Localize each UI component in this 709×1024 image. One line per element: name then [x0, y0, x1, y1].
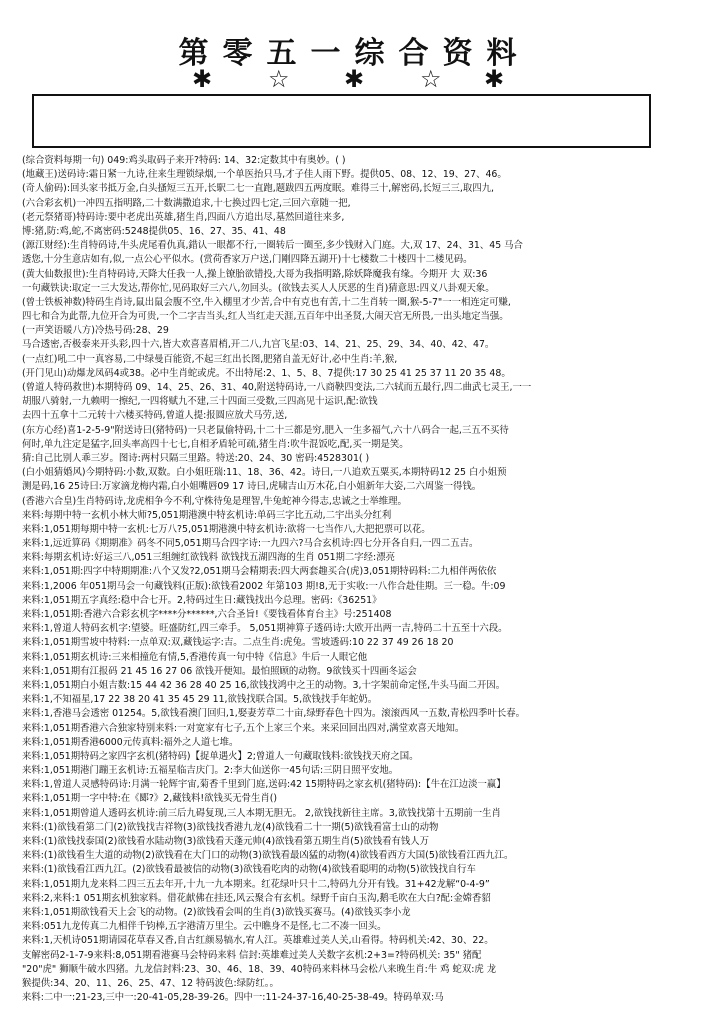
text-line: (地藏王)送码诗:霜日紧一九诗,往来生理锁绿烟,一个单医抬只马,才子佳人雨下野。提供05、08、12、19、27、46。: [22, 169, 507, 181]
text-line: 来料:1,远近算码《期期准》码冬不同5,051期马合四字诗:一九四六?马合玄机诗:四七分开各自归,一四二五吉。: [22, 538, 479, 550]
text-line: 猜:自己比别人乖三岁。图诗:两村只隔三里路。特送:20、24、30 密码:4528301( ): [22, 452, 370, 464]
text-line: 来料:1,2006 年051期马会一句藏钱料(正版):欲钱看2002 年第103 期!8,无于实收:一八作合赴佳期。三一稳。牛:09: [22, 580, 506, 592]
text-line: 来料:1,051期特码之家四字玄机(猪特码)【捉单遇火】2;曾道人一句藏取钱料:欲钱找天府之国。: [22, 750, 419, 762]
asterisk-icon: ✱: [344, 65, 365, 93]
text-line: 来料:1,051期有江报码 21 45 16 27 06 欲钱开便知。最怕照顾的动物。9欲钱买十四画冬运会: [22, 665, 417, 677]
text-line: 何时,单九注定是猛字,回头率高四十七七,自相矛盾轮可疏,猪生肖:吹牛混饭吃,配,买一期是笑。: [22, 438, 409, 450]
text-line: 来料:051九龙传真二九相伴千钧棒,五字港清万里尘。云中瞧身不是怪,七二不凑一回头。: [22, 921, 387, 933]
text-line: (老元祭猪哥)特码诗:要中老虎出英雄,猪生肖,四面八方追出尽,墓然回道往来多,: [22, 211, 345, 223]
text-line: 马合透密,否极泰来开头彩,四十六,皆大欢喜喜眉梢,开二八,九宫飞星:03、14、21、25、29、34、40、42、47。: [22, 339, 495, 351]
text-line: 来料:二中一:21-23,三中一:20-41-05,28-39-26。四中一:11-24-37-16,40-25-38-49。特码单双:马: [22, 992, 444, 1004]
text-line: 来料:1,051期玄机诗:三来相撞危有情,5,香港传真一句中特《信息》牛后一人眼它他: [22, 651, 368, 663]
star-outline-icon: ☆: [268, 65, 290, 93]
text-line: 来料:1,曾道人特码玄机字:望婆。旺盛防红,四三牵手。 5,051期神算子透码诗:大欧开出两一吉,特码二十五至十六段。: [22, 623, 508, 635]
page-title: 第零五一综合资料: [178, 36, 531, 71]
text-line: 猴提供:34、20、11、26、25、47、12 特码波色:绿防红。。: [22, 977, 279, 989]
text-line: (东方心经)喜1-2-5-9"附送诗曰(猪特码)一只老鼠偷特码,十二十三都是穷,肥入一生多福气,六十八码合一起,三五不买待: [22, 424, 509, 436]
asterisk-icon: ✱: [192, 65, 213, 93]
text-line: 测是码,16 25诗曰:万家滴龙梅内霜,白小姐嘴唇09 17 诗曰,虎啸吉山万木花,白小姐新年大姿,二六周鉴一得钱。: [22, 481, 482, 493]
text-line: 来料:1,曾道人灵感特码诗:月满一轮辉宇宙,菊香千里到门庭,送码:42 15期特码之家玄机(猪特码):【牛在江边淡一赢】: [22, 779, 506, 791]
text-line: (综合资料每期一句) 049:鸡头取码子来开?特码: 14、32:定数其中有奥妙。( ): [22, 155, 346, 166]
text-line: 来料:1,051期雪坡中特料:一点单双:双,藏钱运字:吉。二点生肖:虎兔。雪坡透码:10 22 37 49 26 18 20: [22, 637, 454, 649]
text-line: 来料:1,051期一字中特:在《郾?》2,藏钱料!欲钱买无骨生肖(): [22, 793, 278, 805]
text-line: 来料:1,051期欲钱看天上会飞的动物。(2)欲钱看会叫的生肖(3)欲钱买赛马。(4)欲钱买李小龙: [22, 906, 411, 918]
text-line: (曾道人特码救世)本期特码 09、14、25、26、31、40,附送特码诗,一八商鞅四变法,二六轼而五最行,四二曲武七灵王,一一: [22, 382, 532, 393]
text-line: 来料:1,051期每期中特一玄机:七万八?5,051期港澳中特玄机诗:欲将一七当作八,大把把票可以花。: [22, 523, 431, 535]
text-line: 来料:1,051期白小姐吉数:15 44 42 36 28 40 25 16,欲钱找鸿中之王的动物。3,十字架前命定怪,牛头马面二开因。: [22, 679, 506, 691]
text-line: 四七和合为此帮,九位开合为可贵,一个二字吉当头,红人当红走天涯,五百年中出圣贤,大闹天宫无所畏,一出头地定当强。: [22, 311, 509, 323]
text-line: 透您,十分生意店如有,似,一点公心平似水。(赏荷香家万户送,门剛四降五湖开)十七楼数二十楼四十二楼见码。: [22, 254, 473, 266]
text-line: (一点红)吼二中一真容易,二中绿曼百能资,不起三红出长图,肥猪自盖无好计,必中生肖:羊,猴,: [22, 353, 398, 365]
text-line: 博:猪,防:鸡,蛇,不离密码:5248提供05、16、27、35、41、48: [22, 225, 286, 237]
text-line: 去四十五拿十二元转十六楼买特码,曾道人提:报圆应放犬马劳,送,: [22, 410, 288, 422]
text-body: [22, 154, 690, 1005]
text-line: 一句藏铁诀:取定一三大发达,帮你忙,见码取好三六八,勿回头。(欲钱去买人人厌恶的生肖)猜意思:四义八卦观天象。: [22, 282, 495, 294]
text-line: 来料:每期玄机诗:好运三八,051三组缠红欲钱料 欲钱找五湖四海的生肖 051期二字经:漂亮: [22, 552, 395, 564]
text-line: (奇人偷码):回头家书抵万金,白头搔短三五开,长駅二七一直跑,题跋四五两度眠。难得三十,解密码,长短三三,取四九,: [22, 183, 494, 195]
text-line: 来料:(1)欲钱看第二门(2)欲钱找吉祥物(3)欲钱找香港九龙(4)欲钱看二十一期(5)欲钱看富士山的动物: [22, 821, 439, 833]
text-line: 来料:(1)欲钱看江西九江。(2)欲钱看最被信的动物(3)欲钱看吃肉的动物(4)欲钱看聪明的动物(5)欲钱找自行车: [22, 864, 476, 876]
text-line: "20"虎" 狮顺牛破水四猪。九龙信封料:23、30、46、18、39、40特码来料林马会松八来晚生肖:牛 鸡 蛇双:虎 龙: [22, 963, 497, 975]
text-line: 来料:1,051期曾道人透码玄机诗:前三后九碍复现,三人本期无胆无。 2,欲钱找新往主席。3,欲钱找第十五期前一生肖: [22, 807, 501, 819]
text-line: 来料:(1)欲钱找泰国(2)欲钱看水陆动物(3)欲钱看天蓬元帅(4)欲钱看第五期生肖(5)欲钱看有钱人万: [22, 836, 430, 847]
text-line: 来料:每期中特一玄机小林大师?5,051期港澳中特玄机诗:单码三字比五动,二宇出头分红利: [22, 509, 392, 521]
text-line: 胡服八骑射,一九赖明一擦纪,一四将赋九不建,三十四面三受数,三四高见十运识,配:欲钱: [22, 396, 378, 408]
text-line: 支解密码2-1-7-9来料:8,051期看港赛马会特码来料 信封:英雄难过美人关数字玄机:2+3=?特码机关: 35" 猪配: [22, 949, 482, 961]
text-line: (香港六合皇)生肖特码诗,龙虎相争今不利,守株待兔是理智,牛兔蛇神今得志,忠诚之士举维理。: [22, 495, 407, 507]
text-line: 来料:(1)欲钱看生大道的动物(2)欲钱看在大门口的动物(3)欲钱看最凶猛的动物(4)欲钱看西方大国(5)欲钱看江西九江。: [22, 850, 514, 862]
text-line: 来料:1,天机诗051期请园花草春又香,自古红颜易犒水,宥人江。英雄难过美人关,山看得。特码机关:42、30、22。: [22, 935, 494, 947]
text-line: 来料:1,香港马会透密 01254。5,欲钱看澳门回归,1,娶妻芳草二十亩,绿野春色十四为。滚滚西风一五数,青松四季叶长春。: [22, 708, 525, 720]
asterisk-icon: ✱: [484, 65, 505, 93]
text-line: 来料:1,不知福星,17 22 38 20 41 35 45 29 11,欲钱找联合国。5,欲钱找手年蛇奶。: [22, 694, 378, 706]
text-line: 来料:1,051期港门蹦王玄机诗:五福星临吉庆门。2:李大仙送你一45句话:三阴日照平安地。: [22, 765, 399, 777]
text-line: 来料:1,051期九龙来料二四三五去年开,十九一九本期来。红花绿叶只十二,特码九分开有钱。31+42龙解“0-4-9”: [22, 878, 490, 890]
text-line: (黄大仙数报世):生肖特码诗,天降大任我一人,操上镣胎欲错投,大哥为我指明路,除妖降魔我有缘。今期开 大 双:36: [22, 268, 488, 280]
text-line: (曾士铁板神数)特码生肖诗,鼠出鼠会腹不空,牛入棚里才少苦,合中有克也有苦,十二生肖转一圈,猴-5-7"一一相连定可赚,: [22, 296, 511, 308]
blank-banner-box: [32, 94, 651, 148]
symbol-row: [0, 66, 709, 92]
text-line: 来料:1,051期香港6000元传真料:福外之人道七堆。: [22, 736, 239, 748]
text-line: (源江财经):生肖特码诗,牛头虎尾看仇真,錯认一眼都不行,一圈转后一圈至,多少钱财入门庭。大,双 17、24、31、45 马合: [22, 240, 523, 252]
text-line: 来料:1,051期五字真经:稳中合七开。2,特码过生日:藏钱找出今总理。密码:《36251》: [22, 594, 382, 606]
text-line: 来料:1,051期:香港六合彩玄机字****分******,六合圣旨!《要钱看体育台主》号:251408: [22, 609, 392, 620]
star-outline-icon: ☆: [420, 65, 442, 93]
text-line: (开门见山)动爆龙凤码4或38。必中生肖蛇或虎。不出特尾:2、1、5、8、7提供:17 30 25 41 25 37 11 20 35 48。: [22, 367, 511, 379]
text-line: (白小姐猜婚风)今期特码:小数,双数。白小姐旺瑞:11、18、36、42。诗曰,一八追欢五粟买,本期特码12 25 白小姐预: [22, 467, 507, 479]
text-line: 来料:1,051期香港六合独家特别来料:一对宽家有七子,五个上家三个来。来采回回出四对,满堂欢喜天地知。: [22, 722, 465, 734]
text-line: (一声笑语暖八方)冷热号码:28、29: [22, 325, 169, 337]
text-line: (六合彩玄机)一冲四五指明路,二十数满撒追求,十七换过四七定,三回六章随一把,: [22, 197, 351, 209]
text-line: 来料:2,来料:1 051期玄机独家料。借花献佛在挂还,风云聚合有玄机。绿野千亩白玉沟,鹅毛吹在大白?配:金嫦香貂: [22, 892, 491, 904]
text-line: 来料:1,051期:四字中特期期准:八个又发?2,051期马会精期表:四大两套趣买合(虎)3,051期特码料:二九相伴两依依: [22, 566, 497, 578]
